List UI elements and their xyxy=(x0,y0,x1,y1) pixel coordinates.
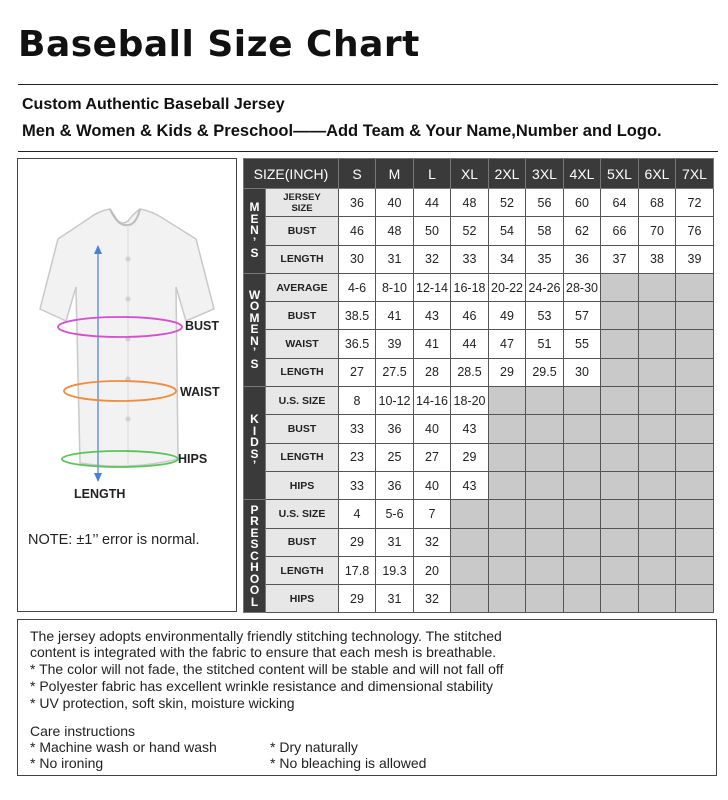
empty-cell xyxy=(639,500,676,528)
empty-cell xyxy=(489,471,526,499)
empty-cell xyxy=(601,330,639,358)
empty-cell xyxy=(639,358,676,386)
size-cell: 49 xyxy=(489,302,526,330)
empty-cell xyxy=(601,415,639,443)
empty-cell xyxy=(489,528,526,556)
empty-cell xyxy=(639,273,676,301)
table-row xyxy=(244,273,714,301)
size-cell: 43 xyxy=(451,471,489,499)
empty-cell xyxy=(564,528,601,556)
divider xyxy=(18,151,718,152)
table-header-row xyxy=(244,159,714,189)
size-cell: 48 xyxy=(376,217,414,245)
size-cell: 4 xyxy=(339,500,376,528)
size-cell: 8 xyxy=(339,387,376,415)
empty-cell xyxy=(601,471,639,499)
row-label: BUST xyxy=(266,415,339,443)
row-label: LENGTH xyxy=(266,443,339,471)
size-cell: 38 xyxy=(639,245,676,273)
table-row xyxy=(244,471,714,499)
empty-cell xyxy=(451,500,489,528)
size-column-header: 3XL xyxy=(526,159,564,189)
empty-cell xyxy=(601,556,639,584)
group-label: K I D S ’ xyxy=(244,387,266,500)
row-label: BUST xyxy=(266,528,339,556)
empty-cell xyxy=(601,500,639,528)
group-label: W O M E N ’ S xyxy=(244,273,266,386)
care-item: * No ironing xyxy=(30,755,104,771)
size-cell: 36 xyxy=(376,415,414,443)
size-cell: 52 xyxy=(451,217,489,245)
row-label: HIPS xyxy=(266,585,339,613)
size-cell: 16-18 xyxy=(451,273,489,301)
empty-cell xyxy=(676,387,714,415)
empty-cell xyxy=(639,387,676,415)
table-row xyxy=(244,217,714,245)
error-note: NOTE: ±1’’ error is normal. xyxy=(28,532,200,548)
size-cell: 14-16 xyxy=(414,387,451,415)
size-cell: 31 xyxy=(376,528,414,556)
row-label: LENGTH xyxy=(266,245,339,273)
size-column-header: 7XL xyxy=(676,159,714,189)
description-panel xyxy=(17,619,717,776)
empty-cell xyxy=(676,585,714,613)
size-cell: 54 xyxy=(489,217,526,245)
table-row xyxy=(244,443,714,471)
empty-cell xyxy=(601,585,639,613)
feature-bullet: * Polyester fabric has excellent wrinkle resistance and dimensional stability xyxy=(30,678,493,694)
empty-cell xyxy=(564,387,601,415)
row-label: HIPS xyxy=(266,471,339,499)
size-cell: 36 xyxy=(564,245,601,273)
size-cell: 32 xyxy=(414,528,451,556)
empty-cell xyxy=(451,528,489,556)
size-cell: 68 xyxy=(639,189,676,217)
feature-bullet: * The color will not fade, the stitched content will be stable and will not fall off xyxy=(30,661,504,677)
size-cell: 17.8 xyxy=(339,556,376,584)
empty-cell xyxy=(489,585,526,613)
empty-cell xyxy=(526,585,564,613)
size-cell: 8-10 xyxy=(376,273,414,301)
size-cell: 38.5 xyxy=(339,302,376,330)
size-cell: 27.5 xyxy=(376,358,414,386)
page-title: Baseball Size Chart xyxy=(18,24,420,65)
table-row xyxy=(244,245,714,273)
care-item: * Dry naturally xyxy=(270,739,358,755)
empty-cell xyxy=(601,302,639,330)
size-cell: 43 xyxy=(451,415,489,443)
length-label: LENGTH xyxy=(74,487,126,501)
empty-cell xyxy=(526,528,564,556)
empty-cell xyxy=(676,556,714,584)
size-cell: 29 xyxy=(339,585,376,613)
size-column-header: 4XL xyxy=(564,159,601,189)
size-cell: 52 xyxy=(489,189,526,217)
bust-label: BUST xyxy=(185,319,220,333)
size-cell: 57 xyxy=(564,302,601,330)
empty-cell xyxy=(601,273,639,301)
size-cell: 10-12 xyxy=(376,387,414,415)
empty-cell xyxy=(676,500,714,528)
size-cell: 5-6 xyxy=(376,500,414,528)
size-column-header: XL xyxy=(451,159,489,189)
size-column-header: S xyxy=(339,159,376,189)
size-cell: 56 xyxy=(526,189,564,217)
size-cell: 40 xyxy=(414,415,451,443)
size-cell: 46 xyxy=(451,302,489,330)
size-cell: 18-20 xyxy=(451,387,489,415)
empty-cell xyxy=(489,415,526,443)
size-cell: 41 xyxy=(414,330,451,358)
empty-cell xyxy=(526,415,564,443)
size-cell: 29 xyxy=(451,443,489,471)
row-label: LENGTH xyxy=(266,358,339,386)
size-cell: 36 xyxy=(376,471,414,499)
divider xyxy=(18,84,718,85)
empty-cell xyxy=(676,302,714,330)
size-column-header: 5XL xyxy=(601,159,639,189)
subtitle-jersey: Custom Authentic Baseball Jersey xyxy=(22,96,285,113)
size-cell: 29 xyxy=(489,358,526,386)
size-cell: 62 xyxy=(564,217,601,245)
row-label: BUST xyxy=(266,217,339,245)
group-label: P R E S C H O O L xyxy=(244,500,266,613)
size-cell: 4-6 xyxy=(339,273,376,301)
feature-bullet: * UV protection, soft skin, moisture wicking xyxy=(30,695,295,711)
size-cell: 39 xyxy=(376,330,414,358)
description-line: The jersey adopts environmentally friendly stitching technology. The stitched xyxy=(30,628,502,644)
size-cell: 46 xyxy=(339,217,376,245)
size-cell: 53 xyxy=(526,302,564,330)
empty-cell xyxy=(676,415,714,443)
size-column-header: 2XL xyxy=(489,159,526,189)
row-label: AVERAGE xyxy=(266,273,339,301)
empty-cell xyxy=(564,443,601,471)
empty-cell xyxy=(489,500,526,528)
size-cell: 39 xyxy=(676,245,714,273)
size-cell: 34 xyxy=(489,245,526,273)
size-cell: 64 xyxy=(601,189,639,217)
size-cell: 27 xyxy=(339,358,376,386)
table-row xyxy=(244,585,714,613)
table-row xyxy=(244,415,714,443)
empty-cell xyxy=(639,302,676,330)
size-column-header: M xyxy=(376,159,414,189)
size-cell: 66 xyxy=(601,217,639,245)
empty-cell xyxy=(639,556,676,584)
size-header-label: SIZE(INCH) xyxy=(244,159,339,189)
size-column-header: L xyxy=(414,159,451,189)
row-label: LENGTH xyxy=(266,556,339,584)
subtitle-audience: Men & Women & Kids & Preschool——Add Team & Your Name,Number and Logo. xyxy=(22,122,662,140)
empty-cell xyxy=(676,471,714,499)
empty-cell xyxy=(526,387,564,415)
hips-label: HIPS xyxy=(178,452,208,466)
empty-cell xyxy=(564,500,601,528)
row-label: U.S. SIZE xyxy=(266,500,339,528)
size-cell: 28-30 xyxy=(564,273,601,301)
empty-cell xyxy=(564,585,601,613)
size-cell: 33 xyxy=(451,245,489,273)
size-cell: 32 xyxy=(414,245,451,273)
row-label: JERSEY SIZE xyxy=(266,189,339,217)
empty-cell xyxy=(601,387,639,415)
size-cell: 27 xyxy=(414,443,451,471)
empty-cell xyxy=(564,556,601,584)
size-table xyxy=(243,158,714,613)
empty-cell xyxy=(526,471,564,499)
empty-cell xyxy=(526,556,564,584)
empty-cell xyxy=(676,358,714,386)
size-cell: 43 xyxy=(414,302,451,330)
size-cell: 76 xyxy=(676,217,714,245)
size-cell: 47 xyxy=(489,330,526,358)
table-row xyxy=(244,556,714,584)
size-cell: 33 xyxy=(339,471,376,499)
empty-cell xyxy=(526,443,564,471)
size-cell: 33 xyxy=(339,415,376,443)
table-row xyxy=(244,189,714,217)
care-item: * No bleaching is allowed xyxy=(270,755,427,771)
row-label: U.S. SIZE xyxy=(266,387,339,415)
description-line: content is integrated with the fabric to ensure that each mesh is breathable. xyxy=(30,644,497,660)
size-cell: 35 xyxy=(526,245,564,273)
size-cell: 29 xyxy=(339,528,376,556)
size-cell: 7 xyxy=(414,500,451,528)
empty-cell xyxy=(451,556,489,584)
empty-cell xyxy=(676,443,714,471)
size-cell: 36.5 xyxy=(339,330,376,358)
size-cell: 58 xyxy=(526,217,564,245)
size-cell: 30 xyxy=(339,245,376,273)
empty-cell xyxy=(639,330,676,358)
table-row xyxy=(244,500,714,528)
size-cell: 48 xyxy=(451,189,489,217)
table-row xyxy=(244,302,714,330)
size-cell: 50 xyxy=(414,217,451,245)
size-cell: 20 xyxy=(414,556,451,584)
size-cell: 28.5 xyxy=(451,358,489,386)
table-row xyxy=(244,358,714,386)
size-cell: 55 xyxy=(564,330,601,358)
size-cell: 31 xyxy=(376,245,414,273)
size-cell: 30 xyxy=(564,358,601,386)
care-title: Care instructions xyxy=(30,723,136,739)
empty-cell xyxy=(676,330,714,358)
size-cell: 51 xyxy=(526,330,564,358)
group-label: M E N ’ S xyxy=(244,189,266,274)
size-cell: 23 xyxy=(339,443,376,471)
size-cell: 28 xyxy=(414,358,451,386)
empty-cell xyxy=(601,443,639,471)
empty-cell xyxy=(639,415,676,443)
table-row xyxy=(244,528,714,556)
empty-cell xyxy=(676,528,714,556)
empty-cell xyxy=(489,443,526,471)
jersey-diagram-panel xyxy=(17,158,237,612)
empty-cell xyxy=(489,387,526,415)
size-cell: 20-22 xyxy=(489,273,526,301)
empty-cell xyxy=(676,273,714,301)
row-label: WAIST xyxy=(266,330,339,358)
size-cell: 24-26 xyxy=(526,273,564,301)
size-cell: 25 xyxy=(376,443,414,471)
empty-cell xyxy=(564,471,601,499)
size-cell: 12-14 xyxy=(414,273,451,301)
size-cell: 40 xyxy=(414,471,451,499)
size-cell: 40 xyxy=(376,189,414,217)
empty-cell xyxy=(639,443,676,471)
size-cell: 36 xyxy=(339,189,376,217)
empty-cell xyxy=(601,528,639,556)
empty-cell xyxy=(639,528,676,556)
empty-cell xyxy=(489,556,526,584)
size-cell: 72 xyxy=(676,189,714,217)
size-cell: 44 xyxy=(414,189,451,217)
waist-label: WAIST xyxy=(180,385,220,399)
size-cell: 37 xyxy=(601,245,639,273)
size-cell: 32 xyxy=(414,585,451,613)
empty-cell xyxy=(526,500,564,528)
size-cell: 60 xyxy=(564,189,601,217)
size-cell: 41 xyxy=(376,302,414,330)
row-label: BUST xyxy=(266,302,339,330)
size-cell: 29.5 xyxy=(526,358,564,386)
empty-cell xyxy=(601,358,639,386)
size-cell: 19.3 xyxy=(376,556,414,584)
size-cell: 31 xyxy=(376,585,414,613)
table-row xyxy=(244,330,714,358)
empty-cell xyxy=(451,585,489,613)
size-column-header: 6XL xyxy=(639,159,676,189)
empty-cell xyxy=(639,471,676,499)
table-row xyxy=(244,387,714,415)
empty-cell xyxy=(639,585,676,613)
size-cell: 70 xyxy=(639,217,676,245)
care-item: * Machine wash or hand wash xyxy=(30,739,217,755)
empty-cell xyxy=(564,415,601,443)
size-cell: 44 xyxy=(451,330,489,358)
